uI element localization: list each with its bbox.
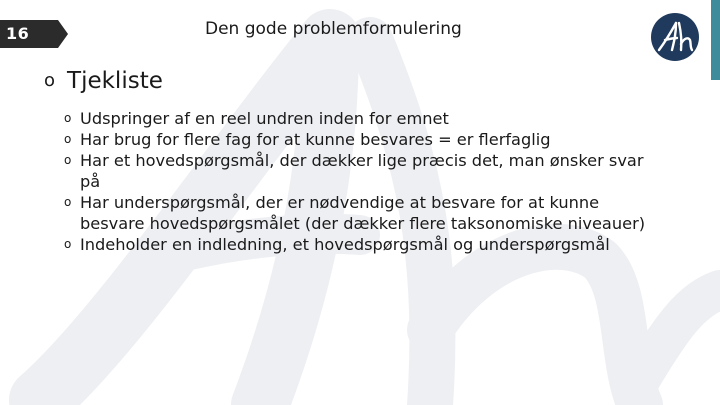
list-item <box>64 108 664 129</box>
list-item <box>64 192 664 234</box>
item-bullet: o <box>64 153 72 167</box>
item-text: Udspringer af en reel undren inden for emnet <box>80 109 449 128</box>
checklist-heading <box>44 68 163 94</box>
checklist <box>64 108 664 255</box>
item-text: Har underspørgsmål, der er nødvendige at besvare for at kunne besvare hovedspørgsmålet (der dækker flere taksonomiske niveauer) <box>80 193 646 233</box>
item-bullet: o <box>64 132 72 146</box>
accent-bar <box>711 0 720 80</box>
item-text: Indeholder en indledning, et hovedspørgsmål og underspørgsmål <box>80 235 610 254</box>
item-bullet: o <box>64 237 72 251</box>
list-item <box>64 150 664 192</box>
item-bullet: o <box>64 111 72 125</box>
item-text: Har et hovedspørgsmål, der dækker lige præcis det, man ønsker svar på <box>80 151 644 191</box>
item-text: Har brug for flere fag for at kunne besvares = er flerfaglig <box>80 130 551 149</box>
slide-number: 16 <box>6 24 30 43</box>
heading-bullet: o <box>44 70 56 91</box>
slide-number-tab <box>0 20 68 48</box>
item-bullet: o <box>64 195 72 209</box>
list-item <box>64 129 664 150</box>
ah-logo-icon <box>650 12 700 62</box>
list-item <box>64 234 664 255</box>
slide-title: Den gode problemformulering <box>205 19 462 39</box>
heading-text: Tjekliste <box>67 68 163 94</box>
